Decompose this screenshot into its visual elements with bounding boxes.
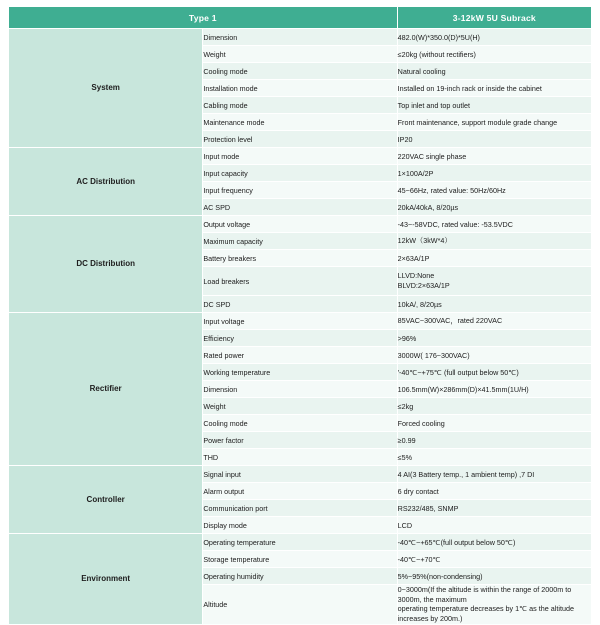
row-value: 1×100A/2P xyxy=(397,165,591,182)
row-label: Working temperature xyxy=(203,364,397,381)
row-value: ≤2kg xyxy=(397,398,591,415)
row-value: >96% xyxy=(397,330,591,347)
row-label: Weight xyxy=(203,46,397,63)
row-label: Protection level xyxy=(203,131,397,148)
row-label: Input voltage xyxy=(203,313,397,330)
row-label: Input capacity xyxy=(203,165,397,182)
specification-table xyxy=(8,6,592,625)
row-label: Operating humidity xyxy=(203,568,397,585)
row-value: -40℃~+65℃(full output below 50℃) xyxy=(397,534,591,551)
row-label: Altitude xyxy=(203,585,397,625)
row-value: IP20 xyxy=(397,131,591,148)
row-label: Alarm output xyxy=(203,483,397,500)
row-label: Maximum capacity xyxy=(203,233,397,250)
row-label: Efficiency xyxy=(203,330,397,347)
row-value-line-1: LLVD:None xyxy=(397,271,435,281)
row-label: Battery breakers xyxy=(203,250,397,267)
row-value: 4 AI(3 Battery temp., 1 ambient temp) ,7 DI xyxy=(397,466,591,483)
table-row xyxy=(9,313,592,330)
row-label: Rated power xyxy=(203,347,397,364)
row-value: ≤5% xyxy=(397,449,591,466)
header-model-cell: 3-12kW 5U Subrack xyxy=(397,7,591,29)
group-label-ac-distribution: AC Distribution xyxy=(9,148,203,216)
row-label: Cooling mode xyxy=(203,415,397,432)
row-value: 85VAC~300VAC，rated 220VAC xyxy=(397,313,591,330)
row-value xyxy=(397,585,591,625)
row-value: 20kA/40kA, 8/20µs xyxy=(397,199,591,216)
row-label: Installation mode xyxy=(203,80,397,97)
row-label: Output voltage xyxy=(203,216,397,233)
row-value: 12kW（3kW*4） xyxy=(397,233,591,250)
row-value: 5%~95%(non-condensing) xyxy=(397,568,591,585)
table-header-row xyxy=(9,7,592,29)
row-label: Operating temperature xyxy=(203,534,397,551)
row-value: RS232/485, SNMP xyxy=(397,500,591,517)
row-label: Dimension xyxy=(203,29,397,46)
table-row xyxy=(9,466,592,483)
group-label-system: System xyxy=(9,29,203,148)
row-label: Input mode xyxy=(203,148,397,165)
row-value: 45~66Hz, rated value: 50Hz/60Hz xyxy=(397,182,591,199)
header-type-cell: Type 1 xyxy=(9,7,398,29)
row-label: Cabling mode xyxy=(203,97,397,114)
row-label: Input frequency xyxy=(203,182,397,199)
group-label-dc-distribution: DC Distribution xyxy=(9,216,203,313)
row-value: 220VAC single phase xyxy=(397,148,591,165)
row-value: Front maintenance, support module grade change xyxy=(397,114,591,131)
row-value: Top inlet and top outlet xyxy=(397,97,591,114)
row-label: Power factor xyxy=(203,432,397,449)
table-row xyxy=(9,216,592,233)
table-row xyxy=(9,534,592,551)
row-label: Display mode xyxy=(203,517,397,534)
row-label: Signal input xyxy=(203,466,397,483)
row-value: '-40℃~+75℃ (full output below 50℃) xyxy=(397,364,591,381)
row-value: ≥0.99 xyxy=(397,432,591,449)
row-value-line-1: 0~3000m(If the altitude is within the range of 2000m to 3000m, the maximum xyxy=(397,585,572,604)
row-value: LCD xyxy=(397,517,591,534)
row-label: Cooling mode xyxy=(203,63,397,80)
row-label: AC SPD xyxy=(203,199,397,216)
row-label: Storage temperature xyxy=(203,551,397,568)
row-label: Dimension xyxy=(203,381,397,398)
row-label: Maintenance mode xyxy=(203,114,397,131)
row-value: 2×63A/1P xyxy=(397,250,591,267)
group-label-environment: Environment xyxy=(9,534,203,625)
row-value: -43~-58VDC, rated value: -53.5VDC xyxy=(397,216,591,233)
row-value: -40℃~+70℃ xyxy=(397,551,591,568)
row-value: 482.0(W)*350.0(D)*5U(H) xyxy=(397,29,591,46)
row-label: Load breakers xyxy=(203,267,397,296)
row-value: Forced cooling xyxy=(397,415,591,432)
row-value-line-2: BLVD:2×63A/1P xyxy=(397,281,450,290)
row-value: Natural cooling xyxy=(397,63,591,80)
row-label: DC SPD xyxy=(203,296,397,313)
row-value: 10kA/, 8/20µs xyxy=(397,296,591,313)
row-value: 3000W( 176~300VAC) xyxy=(397,347,591,364)
row-value: 6 dry contact xyxy=(397,483,591,500)
group-label-controller: Controller xyxy=(9,466,203,534)
row-value: Installed on 19-inch rack or inside the cabinet xyxy=(397,80,591,97)
row-value xyxy=(397,267,591,296)
row-label: THD xyxy=(203,449,397,466)
group-label-rectifier: Rectifier xyxy=(9,313,203,466)
row-label: Communication port xyxy=(203,500,397,517)
row-value: ≤20kg (without rectifiers) xyxy=(397,46,591,63)
table-row xyxy=(9,29,592,46)
row-value: 106.5mm(W)×286mm(D)×41.5mm(1U/H) xyxy=(397,381,591,398)
table-row xyxy=(9,148,592,165)
row-value-line-2: operating temperature decreases by 1℃ as the altitude increases by 200m.) xyxy=(397,604,574,624)
row-label: Weight xyxy=(203,398,397,415)
